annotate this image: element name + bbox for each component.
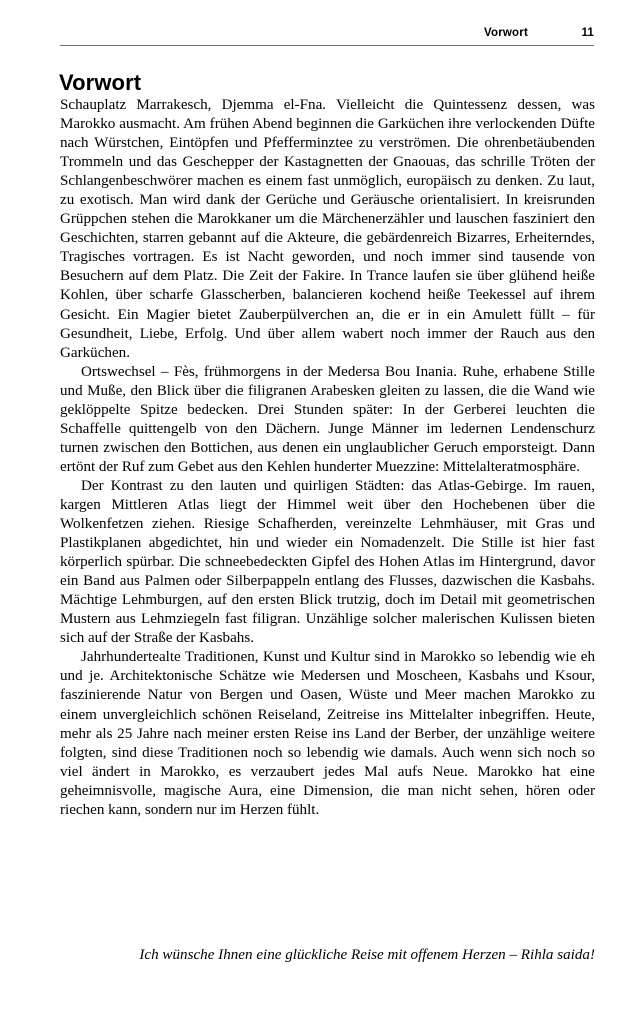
running-header-title: Vorwort — [484, 27, 528, 39]
paragraph: Der Kontrast zu den lauten und quirligen Städten: das Atlas-Gebirge. Im rauen, kargen Mittleren Atlas liegt der Himmel weit über den Hochebenen über die Wolkenfetzen ziehen. Riesige Schafherden, vereinzelte Lehmhäuser, mit Gras und Plastikplanen abgedichtet, hin und wieder ein Nomadenzelt. Die Stille ist hier fast körperlich spürbar. Die schneebedeckten Gipfel des Hohen Atlas im Hintergrund, davor ein Band aus Palmen oder Silberpappeln entlang des Flusses, dazwischen die Kasbahs. Mächtige Lehmburgen, auf den ersten Blick trutzig, doch im Detail mit geometrischen Mustern aus Lehmziegeln fast filigran. Unzählige solcher malerischen Kulissen bieten sich auf der Straße der Kasbahs. — [60, 477, 595, 647]
header-divider — [60, 45, 594, 46]
closing-salutation: Ich wünsche Ihnen eine glückliche Reise mit offenem Herzen – Rihla saida! — [139, 947, 595, 963]
page-number: 11 — [581, 27, 594, 39]
body-text — [60, 96, 595, 820]
running-header — [60, 26, 594, 46]
paragraph: Jahrhundertealte Traditionen, Kunst und Kultur sind in Marokko so lebendig wie eh und je. Architektonische Schätze wie Medersen und Moscheen, Kasbahs und Ksour, faszinierende Natur von Bergen und Oasen, Wüste und Meer machen Marokko zu einem unvergleichlich schönen Reiseland, Zeitreise ins Mittelalter inbegriffen. Heute, mehr als 25 Jahre nach meiner ersten Reise ins Land der Berber, der unzählige weitere folgten, sind diese Traditionen noch so lebendig wie damals. Auch wenn sich noch so viel ändert in Marokko, es verzaubert jedes Mal aufs Neue. Marokko hat eine geheimnisvolle, magische Aura, eine Dimension, die man nicht sehen, hören oder riechen kann, sondern nur im Herzen fühlt. — [60, 649, 595, 818]
page-title: Vorwort — [59, 69, 142, 95]
paragraph: Ortswechsel – Fès, frühmorgens in der Medersa Bou Inania. Ruhe, erhabene Stille und Muße, den Blick über die filigranen Arabesken gleiten zu lassen, die die Wand wie geklöppelte Spitze bedecken. Drei Stunden später: In der Gerberei leuchten die Schaffelle quittengelb von den Dächern. Junge Männer im ledernen Lendenschurz turnen zwischen den Bottichen, aus denen ein unglaublicher Geruch emporsteigt. Dann ertönt der Ruf zum Gebet aus den Kehlen hunderter Muezzine: Mittelalteratmosphäre. — [60, 363, 595, 475]
paragraph: Schauplatz Marrakesch, Djemma el-Fna. Vielleicht die Quintessenz dessen, was Marokko ausmacht. Am frühen Abend beginnen die Garküchen ihre verlockenden Düfte nach Würstchen, Eintöpfen und Pfefferminztee zu verströmen. Die ohrenbetäubenden Trommeln und das Geschepper der Kastagnetten der Gnaouas, das schrille Tröten der Schlangenbeschwörer machen es einem fast unmöglich, europäisch zu denken. Zu laut, zu exotisch. Man wird dank der Gerüche und Geräusche orientalisiert. In kreisrunden Grüppchen stehen die Marokkaner um die Märchenerzähler und lauschen fasziniert den Geschichten, starren gebannt auf die Akteure, die gebärdenreich Bizarres, Erheiterndes, Tragisches vortragen. Es ist Nacht geworden, und noch immer sind tausende von Besuchern auf dem Platz. Die Zeit der Fakire. In Trance laufen sie über glühend heiße Kohlen, über scharfe Glasscherben, balancieren kochend heiße Teekessel auf ihrem Gesicht. Ein Magier bietet Zauberpülverchen an, die er in ein Amulett füllt – für Gesundheit, Liebe, Erfolg. Und über allem wabert noch immer der Rauch aus den Garküchen. — [60, 97, 595, 361]
